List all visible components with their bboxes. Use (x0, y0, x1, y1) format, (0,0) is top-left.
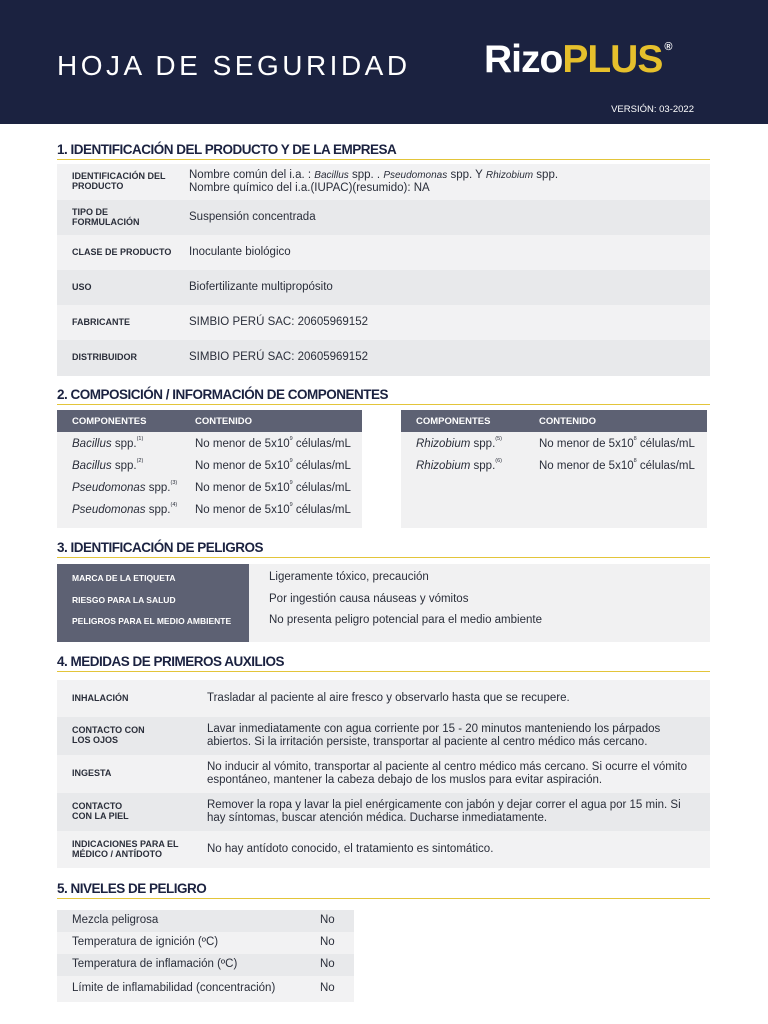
col-content: CONTENIDO (195, 415, 252, 427)
chemical-name-line: Nombre químico del i.a.(IUPAC)(resumido): NA (189, 182, 430, 194)
row-label: RIESGO PARA LA SALUD (72, 595, 176, 605)
row-value: Lavar inmediatamente con agua corriente por 15 - 20 minutos manteniendo los párpados abiertos. Si la irritación persiste, transportar al paciente al centro médico más cercano. (207, 722, 661, 748)
components-table-left: COMPONENTES CONTENIDO Bacillus spp.$^{(1)}$ No menor de $5x10^9$ células/mL Bacillus spp.$^{(2)}$ No menor de $5x10^9$ células/mL Pseudomonas spp.$^{(3)}$ No menor de $5x10^9$ células/mL Pseudomonas spp.$^{(4)}$ No menor de $5x10^9$ células/mL (57, 410, 362, 528)
row-value: No (320, 936, 335, 948)
table-row (57, 611, 710, 633)
table-row (57, 910, 354, 932)
row-label: USO (72, 281, 92, 292)
row-label: Límite de inflamabilidad (concentración) (72, 982, 276, 994)
section-2-title: 2. COMPOSICIÓN / INFORMACIÓN DE COMPONENTES (57, 387, 710, 405)
common-name-line: Nombre común del i.a. : Bacillus spp. . Pseudomonas spp. Y Rhizobium spp. (189, 168, 559, 181)
table-header (401, 410, 707, 432)
row-value: Inoculante biológico (189, 245, 291, 258)
row-label: CONTACTO CON LA PIEL (72, 801, 129, 821)
table-row (57, 200, 710, 235)
row-label: Temperatura de ignición (ºC) (72, 936, 219, 948)
row-label: Temperatura de inflamación (ºC) (72, 958, 238, 970)
row-value: No inducir al vómito, transportar al paciente al centro médico más cercano. Si ocurre el vómito espontáneo, mantener la cabeza debajo de los muslos para evitar aspiración. (207, 760, 688, 786)
row-value: Suspensión concentrada (189, 210, 316, 223)
row-label: FABRICANTE (72, 316, 130, 327)
row-value: Remover la ropa y lavar la piel enérgicamente con jabón y dejar correr el agua por 15 min. Si hay síntomas, buscar atención médica. Ducharse inmediatamente. (207, 798, 681, 824)
col-components: COMPONENTES (72, 415, 147, 427)
page-header (0, 0, 768, 124)
row-value: No (320, 914, 335, 926)
section-3-title: 3. IDENTIFICACIÓN DE PELIGROS (57, 540, 710, 558)
components-table-right: COMPONENTES CONTENIDO Rhizobium spp.$^{(5)}$ No menor de $5x10^8$ células/mL Rhizobium spp.$^{(6)}$ No menor de $5x10^8$ células/mL (401, 410, 707, 528)
table-row (57, 235, 710, 270)
row-value: No (320, 982, 335, 994)
row-label: INGESTA (72, 768, 112, 779)
table-row (57, 755, 710, 793)
table-row (57, 954, 354, 976)
row-value: Trasladar al paciente al aire fresco y observarlo hasta que se recupere. (207, 691, 570, 704)
row-label: CONTACTO CON LOS OJOS (72, 725, 145, 745)
col-components: COMPONENTES (416, 415, 491, 427)
row-value: SIMBIO PERÚ SAC: 20605969152 (189, 315, 368, 328)
table-row (57, 568, 710, 590)
row-value: No presenta peligro potencial para el medio ambiente (269, 614, 542, 626)
row-value: Ligeramente tóxico, precaución (269, 571, 429, 583)
row-label: INHALACIÓN (72, 692, 129, 703)
col-content: CONTENIDO (539, 415, 596, 427)
table-row (57, 680, 710, 717)
row-value: Biofertilizante multipropósito (189, 280, 333, 293)
table-row (57, 793, 710, 831)
row-label: MARCA DE LA ETIQUETA (72, 573, 176, 583)
brand-logo (484, 40, 671, 79)
section-1-title: 1. IDENTIFICACIÓN DEL PRODUCTO Y DE LA EMPRESA (57, 142, 710, 160)
row-label: TIPO DE FORMULACIÓN (72, 206, 140, 227)
section-5-title: 5. NIVELES DE PELIGRO (57, 881, 710, 899)
hazard-table (57, 564, 710, 642)
brand-name-part2: PLUS (562, 38, 663, 81)
row-value: Por ingestión causa náuseas y vómitos (269, 593, 469, 605)
row-label: INDICACIONES PARA EL MÉDICO / ANTÍDOTO (72, 838, 179, 859)
row-value (189, 169, 700, 195)
row-label: IDENTIFICACIÓN DEL PRODUCTO (72, 171, 166, 191)
row-value: SIMBIO PERÚ SAC: 20605969152 (189, 351, 368, 364)
row-label: PELIGROS PARA EL MEDIO AMBIENTE (72, 616, 232, 626)
row-value: No hay antídoto conocido, el tratamiento es sintomático. (207, 842, 494, 855)
row-label: DISTRIBUIDOR (72, 352, 137, 363)
table-row (57, 305, 710, 340)
table-row (57, 340, 710, 376)
row-label: Mezcla peligrosa (72, 914, 159, 926)
table-row (57, 270, 710, 305)
brand-name-part1: Rizo (484, 38, 563, 81)
table-row (57, 976, 354, 1002)
table-row (57, 932, 354, 954)
section-4-title: 4. MEDIDAS DE PRIMEROS AUXILIOS (57, 654, 710, 672)
table-header (57, 410, 362, 432)
table-row (57, 831, 710, 868)
row-value: No (320, 958, 335, 970)
registered-mark: ® (664, 41, 672, 53)
table-row (57, 590, 710, 612)
row-label: CLASE DE PRODUCTO (72, 246, 172, 257)
table-row (57, 164, 710, 200)
document-title: HOJA DE SEGURIDAD (57, 50, 411, 81)
version-label: VERSIÓN: 03-2022 (611, 104, 694, 115)
table-row (57, 717, 710, 755)
